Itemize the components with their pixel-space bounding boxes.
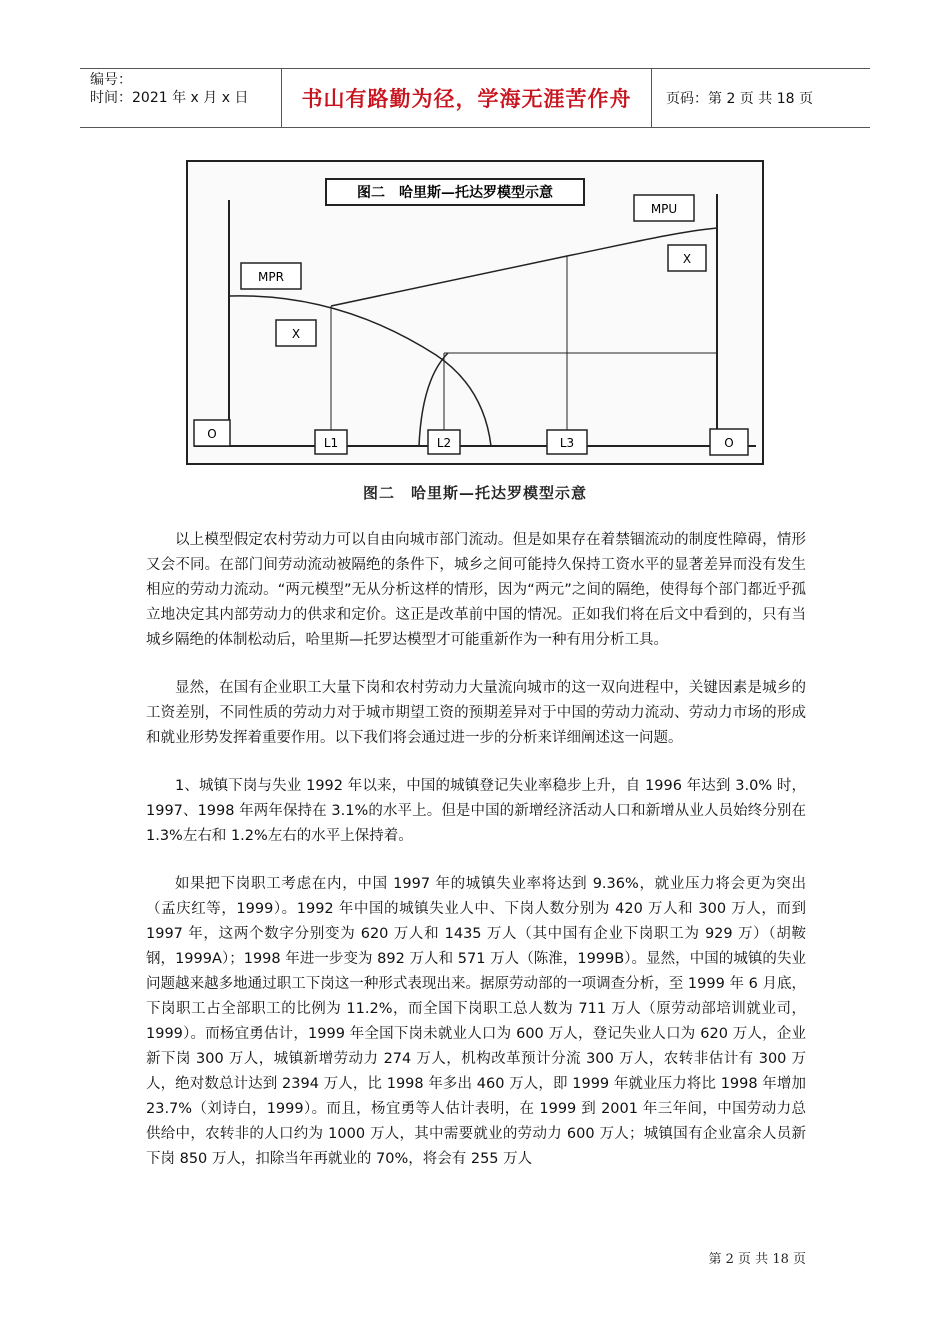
- header-meta: [80, 69, 282, 127]
- model-diagram: [186, 160, 764, 465]
- o-right-label: O: [724, 436, 734, 450]
- x-right-label: X: [682, 252, 692, 266]
- paragraph-4: 如果把下岗职工考虑在内，中国 1997 年的城镇失业率将达到 9.36%，就业压力将会更为突出（孟庆红等，1999）。1992 年中国的城镇失业人中、下岗人数分别为 420 万人和 300 万人，而到 1997 年，这两个数字分别变为 620 万人和 1435 万人（其中国有企业下岗职工为 929 万）（胡鞍钢，1999A）；1998 年进一步变为 892 万人和 571 万人（陈淮，1999B）。显然，中国的城镇的失业问题越来越多地通过职工下岗这一种形式表现出来。据原劳动部的一项调查分析，至 1999 年 6 月底，下岗职工占全部职工的比例为 11.2%，而全国下岗职工总人数为 711 万人（原劳动部培训就业司，1999）。而杨宜勇估计，1999 年全国下岗未就业人口为 600 万人，登记失业人口为 620 万人，企业新下岗 300 万人，城镇新增劳动力 274 万人，机构改革预计分流 300 万人，农转非估计有 300 万人，绝对数总计达到 2394 万人，比 1998 年多出 460 万人，即 1999 年就业压力将比 1998 年增加 23.7%（刘诗白，1999）。而且，杨宜勇等人估计表明，在 1999 到 2001 年三年间，中国劳动力总供给中，农转非的人口约为 1000 万人，其中需要就业的劳动力 600 万人；城镇国有企业富余人员新下岗 850 万人，扣除当年再就业的 70%，将会有 255 万人: [146, 876, 806, 1167]
- harris-todaro-figure: [186, 160, 764, 465]
- l1-label: L1: [323, 436, 339, 450]
- time-label: 时间：2021 年 x 月 x 日: [90, 90, 249, 106]
- x-left-label: X: [291, 327, 301, 341]
- page-footer: 第 2 页 共 18 页: [708, 1252, 806, 1267]
- body-text: [146, 528, 806, 1195]
- mpr-label: MPR: [258, 270, 284, 284]
- l3-label: L3: [559, 436, 575, 450]
- paragraph-3: 1、城镇下岗与失业 1992 年以来，中国的城镇登记失业率稳步上升，自 1996 年达到 3.0% 时，1997、1998 年两年保持在 3.1%的水平上。但是中国的新增经济活动人口和新增从业人员始终分别在 1.3%左右和 1.2%左右的水平上保持着。: [146, 778, 806, 844]
- page-header: [80, 68, 870, 128]
- paragraph-2: 显然，在国有企业职工大量下岗和农村劳动力大量流向城市的这一双向进程中，关键因素是城乡的工资差别，不同性质的劳动力对于城市期望工资的预期差异对于中国的劳动力流动、劳动力市场的形成和就业形势发挥着重要作用。以下我们将会通过进一步的分析来详细阐述这一问题。: [146, 680, 806, 746]
- header-motto: 书山有路勤为径，学海无涯苦作舟: [282, 69, 652, 127]
- figure-caption: 图二 哈里斯—托达罗模型示意: [362, 484, 587, 502]
- mpu-label: MPU: [650, 202, 678, 216]
- inner-title: 图二 哈里斯—托达罗模型示意: [357, 185, 553, 201]
- paragraph-1: 以上模型假定农村劳动力可以自由向城市部门流动。但是如果存在着禁锢流动的制度性障碍，情形又会不同。在部门间劳动流动被隔绝的条件下，城乡之间可能持久保持工资水平的显著差异而没有发生相应的劳动力流动。“两元模型”无从分析这样的情形，因为“两元”之间的隔绝，使得每个部门都近乎孤立地决定其内部劳动力的供求和定价。这正是改革前中国的情况。正如我们将在后文中看到的，只有当城乡隔绝的体制松动后，哈里斯—托罗达模型才可能重新作为一种有用分析工具。: [146, 532, 806, 648]
- serial-label: 编号：: [90, 72, 132, 88]
- l2-label: L2: [436, 436, 452, 450]
- o-left-label: O: [207, 427, 217, 441]
- header-page-number: 页码：第 2 页 共 18 页: [666, 91, 813, 107]
